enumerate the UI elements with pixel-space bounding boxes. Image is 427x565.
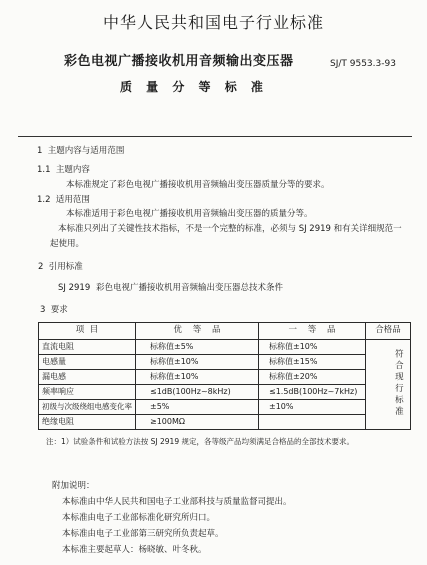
- header-qualified-grade: 合格品: [366, 323, 411, 340]
- reference-code: SJ 2919: [58, 283, 91, 293]
- header-superior-grade: 优 等 品: [136, 323, 259, 340]
- row-item: 漏电感: [39, 370, 136, 385]
- row-first-value: 标称值±20%: [259, 370, 366, 385]
- additional-note-line: 本标准由电子工业部标准化研究所归口。: [62, 513, 216, 523]
- table-row: [39, 355, 411, 370]
- section-1-1-text: 本标准规定了彩色电视广播接收机用音频输出变压器质量分等的要求。: [66, 180, 330, 190]
- table-header-row: [39, 323, 411, 340]
- requirements-table: [38, 322, 411, 430]
- row-superior-value: ±5%: [136, 400, 259, 415]
- additional-note-line: 本标准由电子工业部第三研究所负责起草。: [62, 529, 224, 539]
- section-1-1-heading: 1.1 主题内容: [37, 165, 90, 175]
- row-first-value: [259, 415, 366, 430]
- qualified-grade-cell: [366, 340, 411, 430]
- table-row: [39, 385, 411, 400]
- row-item: 电感量: [39, 355, 136, 370]
- header-item: 项 目: [39, 323, 136, 340]
- table-row: [39, 400, 411, 415]
- row-superior-value: 标称值±10%: [136, 370, 259, 385]
- row-item: 绝缘电阻: [39, 415, 136, 430]
- table-row: [39, 340, 411, 355]
- section-3-heading: 3 要求: [40, 305, 68, 315]
- section-1-2-heading: 1.2 适用范围: [37, 195, 90, 205]
- additional-note-line: 本标准由中华人民共和国电子工业部科技与质量监督司提出。: [62, 497, 292, 507]
- table-row: [39, 370, 411, 385]
- header-divider: [18, 136, 412, 137]
- row-first-value: 标称值±10%: [259, 340, 366, 355]
- table-row: [39, 415, 411, 430]
- row-first-value: ±10%: [259, 400, 366, 415]
- section-1-2-text: 本标准适用于彩色电视广播接收机用音频输出变压器的质量分等。: [66, 209, 313, 219]
- section-1-2-note-line-1: 本标准只列出了关键性技术指标，不是一个完整的标准，必须与 SJ 2919 和有关详细规范一: [58, 224, 402, 234]
- row-superior-value: ≤1dB(100Hz~8kHz): [136, 385, 259, 400]
- row-superior-value: ≥100MΩ: [136, 415, 259, 430]
- table-note: 注：1）试验条件和试验方法按 SJ 2919 规定，各等级产品均须满足合格品的全部技术要求。: [46, 437, 354, 446]
- section-1-2-note-line-2: 起使用。: [50, 239, 85, 249]
- row-first-value: 标称值±15%: [259, 355, 366, 370]
- row-item: 直流电阻: [39, 340, 136, 355]
- qualified-grade-text: 符合现行标准: [393, 348, 404, 418]
- row-item: 频率响应: [39, 385, 136, 400]
- section-1-heading: 1 主题内容与适用范围: [37, 146, 125, 156]
- doc-number: SJ/T 9553.3-93: [330, 59, 396, 69]
- header-first-grade: 一 等 品: [259, 323, 366, 340]
- doc-title: 彩色电视广播接收机用音频输出变压器: [64, 54, 294, 69]
- additional-notes-heading: 附加说明：: [52, 481, 95, 491]
- additional-note-line: 本标准主要起草人：杨晓敏、叶冬秋。: [62, 545, 207, 555]
- section-2-heading: 2 引用标准: [38, 262, 83, 272]
- org-title: 中华人民共和国电子行业标准: [102, 13, 324, 32]
- row-item: 初级与次级绕组电感变化率: [39, 400, 136, 415]
- reference-title: 彩色电视广播接收机用音频输出变压器总技术条件: [96, 283, 284, 293]
- doc-subtitle: 质 量 分 等 标 准: [120, 80, 268, 94]
- row-first-value: ≤1.5dB(100Hz~7kHz): [259, 385, 366, 400]
- row-superior-value: 标称值±5%: [136, 340, 259, 355]
- row-superior-value: 标称值±10%: [136, 355, 259, 370]
